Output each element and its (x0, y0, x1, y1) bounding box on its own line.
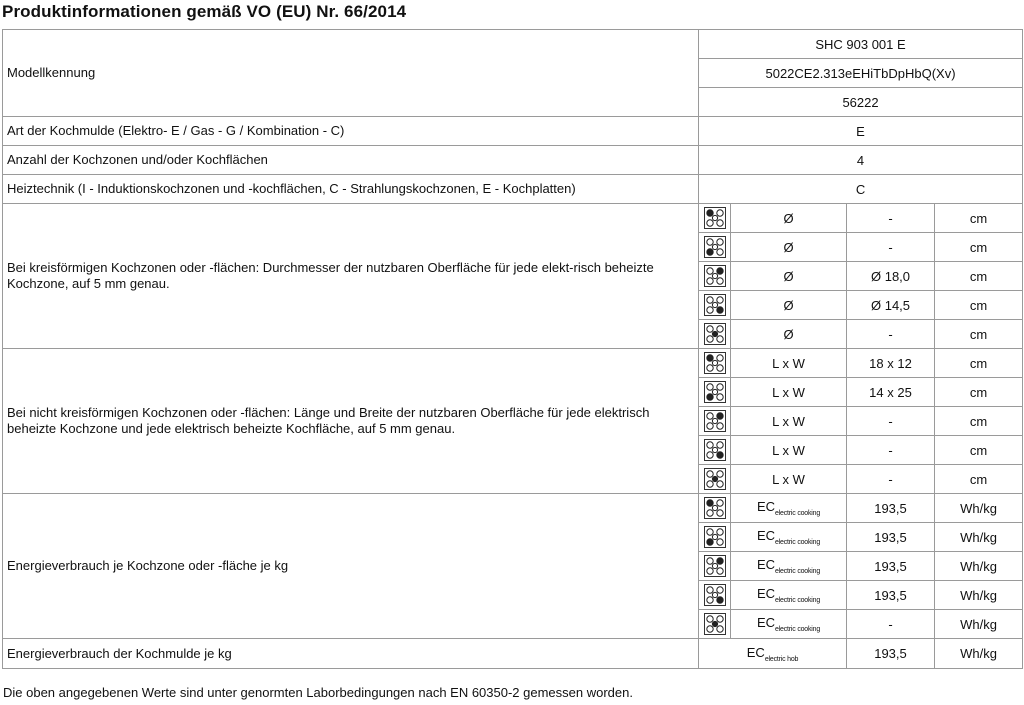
dimension-unit: cm (935, 204, 1023, 233)
hob-zone-centre-icon (704, 323, 726, 345)
ec-main: EC (756, 557, 775, 572)
model-value: SHC 903 001 E (699, 30, 1023, 59)
model-value: 56222 (699, 88, 1023, 117)
energy-zone-row (3, 494, 1023, 523)
dimension-symbol: L x W (731, 349, 847, 378)
hob-zone-front-right-icon (704, 584, 726, 606)
circular-label: Bei kreisförmigen Kochzonen oder -flächen: Durchmesser der nutzbaren Oberfläche für jede elekt-risch beheizte Kochzone, auf 5 mm genau. (3, 204, 699, 349)
dimension-value: - (847, 204, 935, 233)
energy-unit: Wh/kg (935, 610, 1023, 639)
energy-value: - (847, 610, 935, 639)
dimension-value: - (847, 407, 935, 436)
ec-cell (731, 523, 847, 552)
dimension-unit: cm (935, 378, 1023, 407)
dimension-symbol: L x W (731, 465, 847, 494)
energy-value: 193,5 (847, 552, 935, 581)
hob-icon-cell (699, 262, 731, 291)
info-value: E (699, 117, 1023, 146)
dimension-value: Ø 18,0 (847, 262, 935, 291)
hob-icon-cell (699, 378, 731, 407)
dimension-value: Ø 14,5 (847, 291, 935, 320)
energy-hob-value: 193,5 (847, 639, 935, 669)
hob-zone-front-left-icon (704, 526, 726, 548)
ec-subscript: electric cooking (775, 597, 821, 604)
energy-unit: Wh/kg (935, 552, 1023, 581)
hob-zone-rear-right-icon (704, 265, 726, 287)
ec-symbol (757, 499, 820, 517)
product-info-table (2, 29, 1023, 669)
ec-cell (731, 581, 847, 610)
hob-icon-cell (699, 349, 731, 378)
info-value: 4 (699, 146, 1023, 175)
ec-main: EC (746, 644, 765, 660)
hob-zone-rear-right-icon (704, 555, 726, 577)
energy-hob-unit: Wh/kg (935, 639, 1023, 669)
info-label: Heiztechnik (I - Induktionskochzonen und -kochflächen, C - Strahlungskochzonen, E - Kochplatten) (3, 175, 699, 204)
hob-icon-cell (699, 523, 731, 552)
energy-value: 193,5 (847, 523, 935, 552)
hob-zone-front-left-icon (704, 236, 726, 258)
ec-symbol (757, 615, 820, 633)
ec-main: EC (756, 586, 775, 601)
hob-icon-cell (699, 407, 731, 436)
hob-icon-cell (699, 465, 731, 494)
dimension-value: - (847, 465, 935, 494)
ec-main: EC (756, 615, 775, 630)
dimension-symbol: Ø (731, 320, 847, 349)
ec-symbol (747, 645, 798, 663)
hob-zone-front-right-icon (704, 294, 726, 316)
dimension-value: - (847, 320, 935, 349)
ec-main: EC (756, 528, 775, 543)
energy-value: 193,5 (847, 581, 935, 610)
hob-icon-cell (699, 610, 731, 639)
footnote: Die oben angegebenen Werte sind unter genormten Laborbedingungen nach EN 60350-2 gemessen worden. (3, 685, 633, 700)
dimension-symbol: Ø (731, 233, 847, 262)
model-row (3, 30, 1023, 59)
hob-zone-centre-icon (704, 613, 726, 635)
energy-zone-label: Energieverbrauch je Kochzone oder -fläche je kg (3, 494, 699, 639)
dimension-unit: cm (935, 233, 1023, 262)
dimension-symbol: L x W (731, 378, 847, 407)
dimension-symbol: Ø (731, 262, 847, 291)
ec-cell (731, 494, 847, 523)
hob-icon-cell (699, 552, 731, 581)
dimension-unit: cm (935, 262, 1023, 291)
hob-icon-cell (699, 320, 731, 349)
hob-icon-cell (699, 233, 731, 262)
energy-hob-row (3, 639, 1023, 669)
hob-zone-front-left-icon (704, 381, 726, 403)
model-value: 5022CE2.313eEHiTbDpHbQ(Xv) (699, 59, 1023, 88)
dimension-unit: cm (935, 465, 1023, 494)
energy-hob-label: Energieverbrauch der Kochmulde je kg (3, 639, 699, 669)
dimension-symbol: Ø (731, 204, 847, 233)
ec-subscript: electric cooking (775, 568, 821, 575)
dimension-unit: cm (935, 349, 1023, 378)
page-title: Produktinformationen gemäß VO (EU) Nr. 66/2014 (2, 2, 407, 21)
energy-unit: Wh/kg (935, 523, 1023, 552)
dimension-value: - (847, 436, 935, 465)
dimension-value: 18 x 12 (847, 349, 935, 378)
hob-zone-rear-left-icon (704, 497, 726, 519)
ec-subscript: electric cooking (775, 539, 821, 546)
dimension-value: 14 x 25 (847, 378, 935, 407)
energy-value: 193,5 (847, 494, 935, 523)
ec-hob-cell (699, 639, 847, 669)
noncircular-row (3, 349, 1023, 378)
ec-cell (731, 552, 847, 581)
dimension-symbol: Ø (731, 291, 847, 320)
ec-symbol (757, 557, 820, 575)
info-value: C (699, 175, 1023, 204)
hob-icon-cell (699, 291, 731, 320)
hob-zone-rear-left-icon (704, 207, 726, 229)
dimension-unit: cm (935, 436, 1023, 465)
ec-subscript: electric cooking (775, 510, 821, 517)
model-label: Modellkennung (3, 30, 699, 117)
hob-zone-rear-left-icon (704, 352, 726, 374)
info-row (3, 117, 1023, 146)
hob-icon-cell (699, 436, 731, 465)
ec-symbol (757, 528, 820, 546)
ec-subscript: electric hob (764, 655, 799, 663)
ec-symbol (757, 586, 820, 604)
info-label: Art der Kochmulde (Elektro- E / Gas - G / Kombination - C) (3, 117, 699, 146)
energy-unit: Wh/kg (935, 581, 1023, 610)
dimension-symbol: L x W (731, 407, 847, 436)
dimension-unit: cm (935, 320, 1023, 349)
dimension-symbol: L x W (731, 436, 847, 465)
dimension-unit: cm (935, 407, 1023, 436)
dimension-value: - (847, 233, 935, 262)
info-row (3, 146, 1023, 175)
dimension-unit: cm (935, 291, 1023, 320)
info-label: Anzahl der Kochzonen und/oder Kochflächen (3, 146, 699, 175)
hob-zone-centre-icon (704, 468, 726, 490)
noncircular-label: Bei nicht kreisförmigen Kochzonen oder -flächen: Länge und Breite der nutzbaren Oberfläche für jede elektrisch beheizte Kochzone und jede elektrisch beheizte Kochfläche, auf 5 mm genau. (3, 349, 699, 494)
energy-unit: Wh/kg (935, 494, 1023, 523)
ec-main: EC (756, 499, 775, 514)
circular-row (3, 204, 1023, 233)
hob-icon-cell (699, 581, 731, 610)
ec-subscript: electric cooking (775, 626, 821, 633)
info-row (3, 175, 1023, 204)
ec-cell (731, 610, 847, 639)
hob-icon-cell (699, 204, 731, 233)
hob-zone-rear-right-icon (704, 410, 726, 432)
hob-zone-front-right-icon (704, 439, 726, 461)
hob-icon-cell (699, 494, 731, 523)
